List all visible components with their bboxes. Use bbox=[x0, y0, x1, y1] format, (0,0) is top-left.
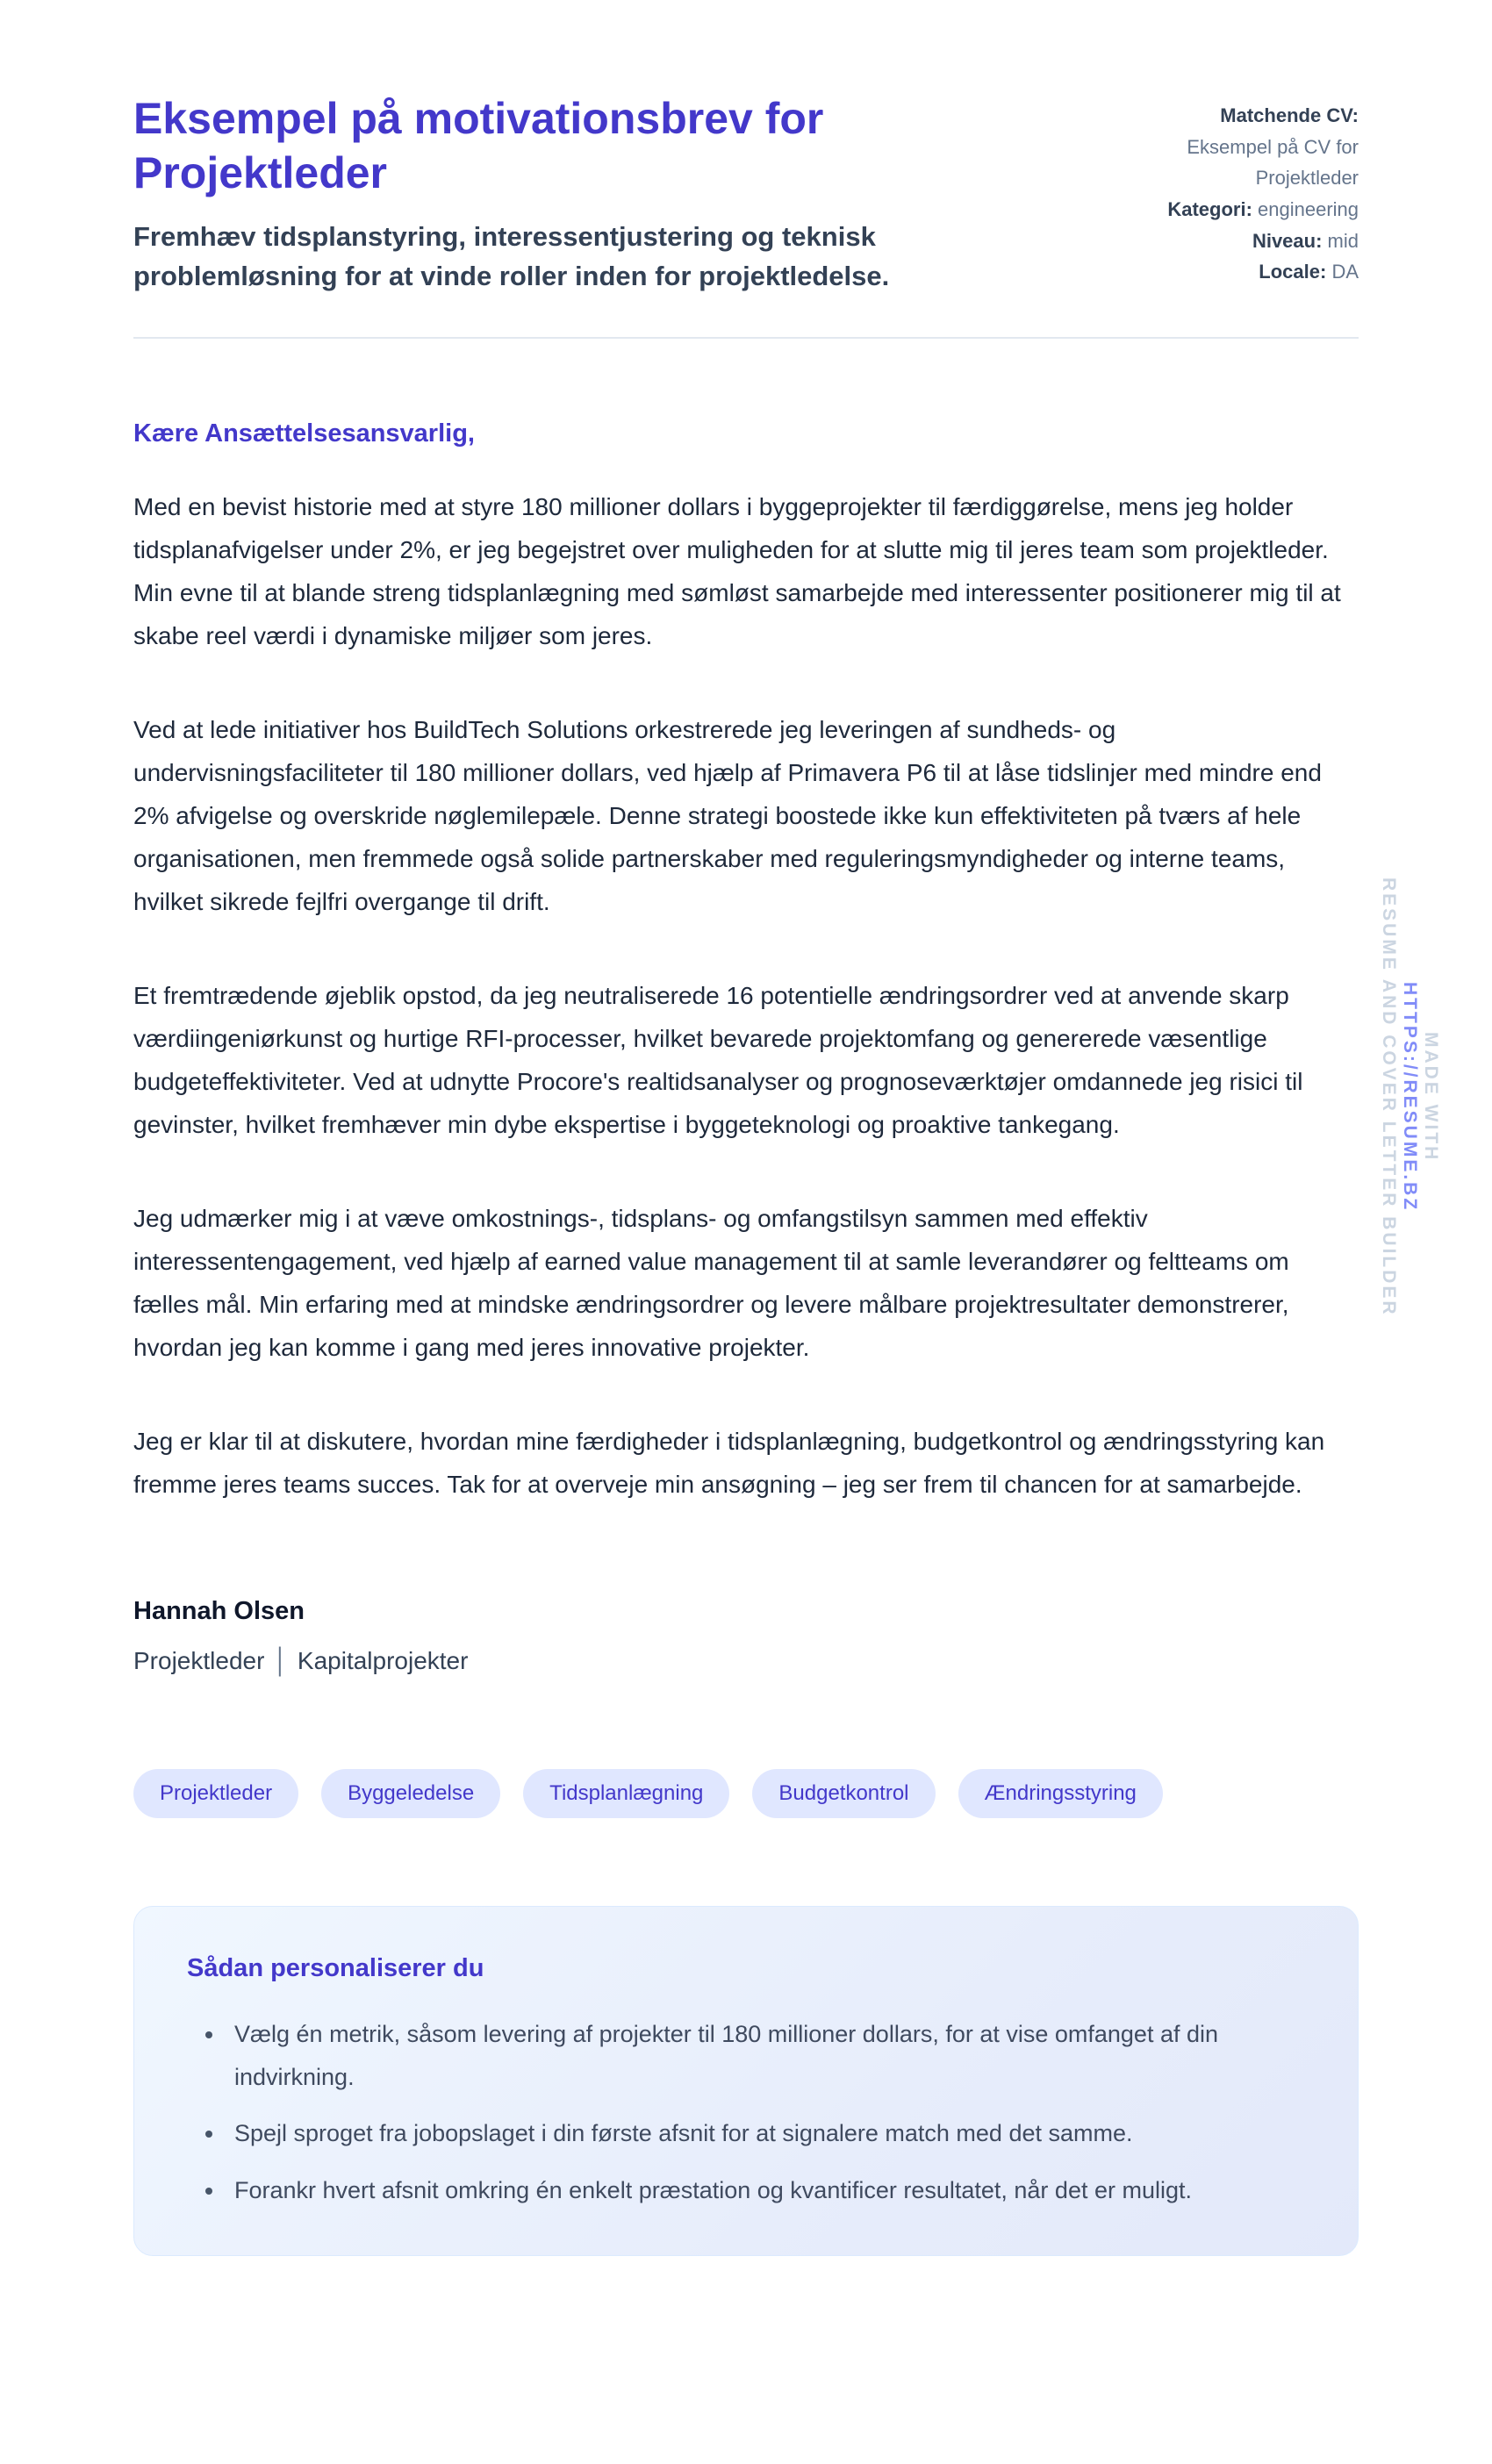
tag-tidsplanlaegning: Tidsplanlægning bbox=[523, 1769, 729, 1818]
signature-specialty: Kapitalprojekter bbox=[297, 1646, 469, 1674]
tip-item: • Vælg én metrik, såsom levering af projekter til 180 millioner dollars, for at vise omfanget af din indvirkning. bbox=[226, 2013, 1305, 2098]
tag-list bbox=[133, 1769, 1359, 1818]
matching-cv-label: Matchende CV: bbox=[1220, 104, 1359, 126]
signature-name: Hannah Olsen bbox=[133, 1597, 305, 1626]
signature-role bbox=[133, 1644, 1359, 1678]
matching-cv bbox=[1113, 100, 1359, 194]
matching-cv-value: Eksempel på CV for Projektleder bbox=[1187, 135, 1359, 190]
level-label: Niveau: bbox=[1252, 229, 1323, 252]
letter-paragraph: Ved at lede initiativer hos BuildTech Solutions orkestrerede jeg leveringen af sundheds- og undervisningsfaciliteter til 180 millioner dollars, ved hjælp af Primavera P6 til at låse tidslinjer med mindre end 2% afvigelse og overskride nøglemilepæle. Denne strategi boostede ikke kun effektiviteten på tværs af hele organisationen, men fremmede også solide partnerskaber med reguleringsmyndigheder og interne teams, hvilket sikrede fejlfri overgange til drift. bbox=[133, 716, 1322, 916]
letter-paragraph: Med en bevist historie med at styre 180 millioner dollars i byggeprojekter til færdiggørelse, mens jeg holder tidsplanafvigelser under 2%, er jeg begejstret over muligheden for at slutte mig til jeres team som projektleder. Min evne til at blande streng tidsplanlægning med sømløst samarbejde med interessenter positionerer mig til at skabe reel værdi i dynamiske miljøer som jeres. bbox=[133, 493, 1341, 650]
tag-budgetkontrol: Budgetkontrol bbox=[752, 1769, 935, 1818]
watermark-tagline: RESUME AND COVER LETTER BUILDER bbox=[1379, 877, 1399, 1317]
page-subtitle: Fremhæv tidsplanstyring, interessentjustering og teknisk problemløsning for at vinde roller inden for projektledelse. bbox=[133, 221, 890, 291]
tip-item: • Spejl sproget fra jobopslaget i din første afsnit for at signalere match med det samme. bbox=[226, 2112, 1305, 2155]
salutation: Kære Ansættelsesansvarlig, bbox=[133, 419, 475, 448]
meta-level bbox=[1113, 226, 1359, 257]
header bbox=[133, 91, 1359, 297]
locale-value: DA bbox=[1331, 261, 1359, 283]
locale-label: Locale: bbox=[1259, 261, 1327, 283]
watermark-site-link[interactable]: HTTPS://RESUME.BZ bbox=[1400, 982, 1420, 1213]
signature-separator: │ bbox=[273, 1646, 289, 1674]
level-value: mid bbox=[1327, 229, 1359, 252]
signature-title: Projektleder bbox=[133, 1646, 265, 1674]
meta-panel bbox=[1113, 91, 1359, 288]
tips-list bbox=[187, 2013, 1305, 2211]
category-value: engineering bbox=[1258, 197, 1359, 220]
header-main bbox=[133, 91, 1113, 297]
letter-body bbox=[133, 412, 1359, 1678]
page-title: Eksempel på motivationsbrev for Projektleder bbox=[133, 94, 824, 197]
header-divider bbox=[133, 337, 1359, 339]
watermark-made-with: MADE WITH bbox=[1421, 1032, 1441, 1163]
tips-card bbox=[133, 1906, 1359, 2256]
tag-projektleder: Projektleder bbox=[133, 1769, 298, 1818]
letter-paragraph: Jeg udmærker mig i at væve omkostnings-, tidsplans- og omfangstilsyn sammen med effektiv interessentengagement, ved hjælp af earned value management til at samle leverandører og feltteams om fælles mål. Min erfaring med at mindske ændringsordrer og levere målbare projektresultater demonstrerer, hvordan jeg kan komme i gang med jeres innovative projekter. bbox=[133, 1205, 1289, 1362]
letter-paragraph: Jeg er klar til at diskutere, hvordan mine færdigheder i tidsplanlægning, budgetkontrol og ændringsstyring kan fremme jeres teams succes. Tak for at overveje min ansøgning – jeg ser frem til chancen for at samarbejde. bbox=[133, 1428, 1325, 1499]
category-label: Kategori: bbox=[1167, 197, 1252, 220]
cover-letter-page bbox=[133, 0, 1359, 2309]
tag-byggeledelse: Byggeledelse bbox=[321, 1769, 500, 1818]
tag-aendringsstyring: Ændringsstyring bbox=[958, 1769, 1163, 1818]
tips-title: Sådan personaliserer du bbox=[187, 1953, 484, 1982]
letter-paragraph: Et fremtrædende øjeblik opstod, da jeg neutraliserede 16 potentielle ændringsordrer ved at anvende skarp værdiingeniørkunst og hurtige RFI-processer, hvilket bevarede projektomfang og genererede væsentlige budgeteffektiviteter. Ved at udnytte Procore's realtidsanalyser og prognoseværktøjer omdannede jeg risici til gevinster, hvilket fremhæver min dybe ekspertise i byggeteknologi og proaktive tankegang. bbox=[133, 982, 1303, 1139]
watermark bbox=[1378, 877, 1441, 1317]
tip-item: • Forankr hvert afsnit omkring én enkelt præstation og kvantificer resultatet, når det er muligt. bbox=[226, 2169, 1305, 2212]
meta-category bbox=[1113, 194, 1359, 226]
meta-locale bbox=[1113, 256, 1359, 288]
